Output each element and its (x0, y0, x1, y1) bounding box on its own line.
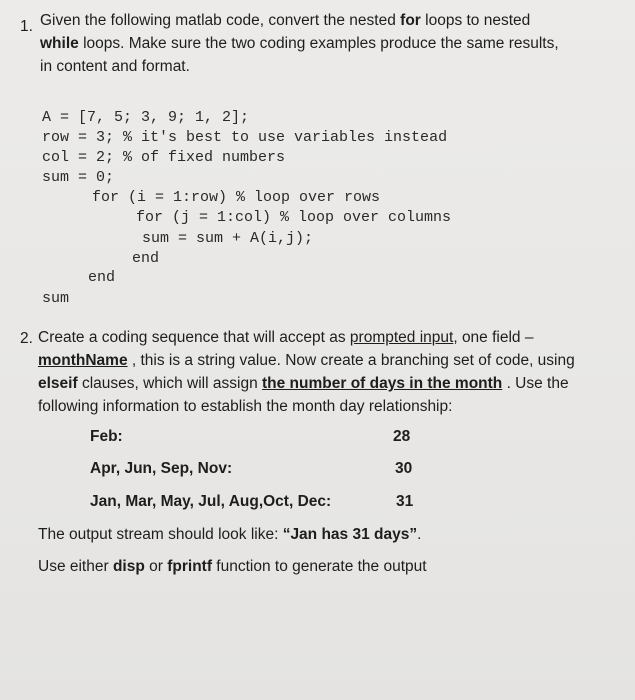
q2-number: 2. (20, 330, 33, 347)
code-line: row = 3; % it's best to use variables instead (42, 129, 448, 146)
code-line: sum (42, 290, 70, 307)
prompted-input-phrase: prompted input (349, 329, 454, 346)
days-value: 31 (396, 493, 414, 510)
code-line: col = 2; % of fixed numbers (42, 149, 286, 166)
q2-text: , one field – (453, 329, 534, 346)
output-text: or (144, 558, 168, 575)
output-function-line (38, 558, 427, 576)
month-group-label: Feb: (90, 428, 123, 445)
q1-text: loops to nested (420, 12, 531, 29)
fprintf-keyword: fprintf (167, 558, 212, 575)
monthname-field: monthName (38, 352, 128, 369)
disp-keyword: disp (112, 558, 145, 575)
output-text: function to generate the output (212, 558, 427, 575)
q2-text: . Use the (502, 375, 569, 392)
q2-prompt (38, 326, 623, 418)
month-group-label: Apr, Jun, Sep, Nov: (90, 460, 233, 477)
output-text: . (417, 526, 422, 543)
code-line: sum = 0; (42, 169, 115, 186)
q2-text: Create a coding sequence that will accept as (38, 329, 350, 346)
code-line: for (i = 1:row) % loop over rows (92, 189, 381, 206)
q2-text: , this is a string value. Now create a branching set of code, using (127, 352, 575, 369)
code-line: for (j = 1:col) % loop over columns (136, 209, 452, 226)
output-text: The output stream should look like: (38, 526, 283, 543)
output-text: Use either (38, 558, 113, 575)
output-format-line (38, 526, 421, 544)
q1-text: in content and format. (40, 58, 190, 75)
while-keyword: while (40, 35, 79, 52)
code-line: sum = sum + A(i,j); (142, 230, 314, 247)
q1-number: 1. (20, 18, 33, 35)
days-value: 28 (393, 428, 411, 445)
month-group-label: Jan, Mar, May, Jul, Aug,Oct, Dec: (90, 493, 332, 510)
q1-prompt (40, 9, 620, 78)
elseif-keyword: elseif (38, 375, 78, 392)
days-in-month-phrase: the number of days in the month (262, 375, 503, 392)
code-line: end (88, 269, 116, 286)
code-line: end (132, 250, 160, 267)
for-keyword: for (400, 12, 421, 29)
q2-text: clauses, which will assign (77, 375, 262, 392)
q2-text: following information to establish the month day relationship: (38, 398, 453, 415)
code-line: A = [7, 5; 3, 9; 1, 2]; (42, 109, 250, 126)
q1-text: loops. Make sure the two coding examples produce the same results, (78, 35, 559, 52)
q1-text: Given the following matlab code, convert the nested (40, 12, 401, 29)
output-example: “Jan has 31 days” (282, 526, 418, 543)
days-value: 30 (395, 460, 413, 477)
